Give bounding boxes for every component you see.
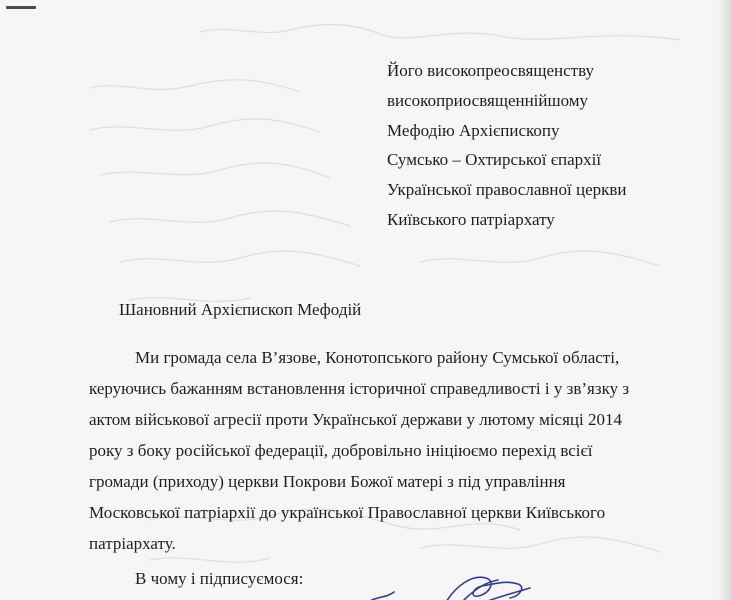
- closing-line: В чому і підписуємося:: [135, 569, 304, 588]
- body-line: патріархату.: [89, 534, 176, 553]
- addressee-line: Української православної церкви: [387, 180, 627, 200]
- page-edge-shadow: [718, 0, 732, 600]
- scan-edge-mark: [6, 6, 36, 9]
- salutation: Шановний Архієпископ Мефодій: [119, 300, 362, 319]
- addressee-line: Його високопреосвященству: [387, 61, 595, 80]
- addressee-line: Київського патріархату: [387, 209, 555, 229]
- handwritten-signature: [360, 568, 560, 600]
- addressee-line: Сумсько – Охтирської єпархії: [387, 150, 602, 170]
- body-paragraph: [89, 342, 649, 559]
- body-line: актом військової агресії проти Української держави у лютому місяці 2014: [89, 410, 622, 429]
- addressee-block: [387, 56, 627, 235]
- body-line: року з боку російської федерації, добровільно ініціюємо перехід всієї: [89, 441, 593, 460]
- addressee-line: Мефодію Архієпископу: [387, 120, 560, 140]
- body-line: Московської патріархії до української Православної церкви Київського: [89, 503, 606, 522]
- body-line: керуючись бажанням встановлення історичної справедливості і у зв’язку з: [89, 379, 630, 398]
- body-line: Ми громада села В’язове, Конотопського району Сумської області,: [135, 348, 620, 367]
- body-line: громади (приходу) церкви Покрови Божої матері з під управління: [89, 472, 566, 491]
- addressee-line: високоприосвященнійшому: [387, 90, 589, 110]
